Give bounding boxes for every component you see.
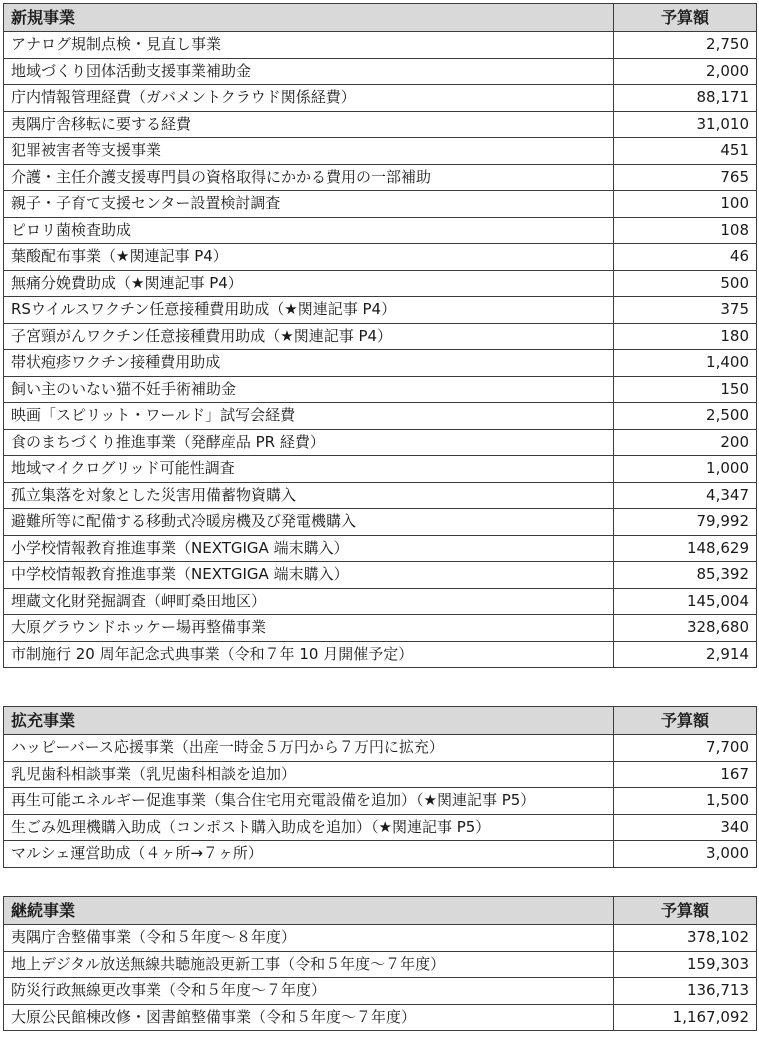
amount-header: 予算額 xyxy=(614,707,757,735)
table-row xyxy=(4,1004,757,1031)
table-row xyxy=(4,562,757,589)
project-name: 再生可能エネルギー促進事業（集合住宅用充電設備を追加）（★関連記事 P5） xyxy=(4,788,614,815)
table-row xyxy=(4,138,757,165)
budget-amount: 167 xyxy=(614,761,757,788)
table-row xyxy=(4,191,757,218)
project-name: 小学校情報教育推進事業（NEXTGIGA 端末購入） xyxy=(4,535,614,562)
budget-amount: 145,004 xyxy=(614,588,757,615)
budget-amount: 2,000 xyxy=(614,58,757,85)
project-name: 地上デジタル放送無線共聴施設更新工事（令和５年度～７年度） xyxy=(4,951,614,978)
budget-amount: 148,629 xyxy=(614,535,757,562)
project-name: 中学校情報教育推進事業（NEXTGIGA 端末購入） xyxy=(4,562,614,589)
budget-amount: 2,914 xyxy=(614,641,757,668)
table-row xyxy=(4,509,757,536)
project-name: 夷隅庁舎移転に要する経費 xyxy=(4,111,614,138)
project-name: 地域づくり団体活動支援事業補助金 xyxy=(4,58,614,85)
budget-amount: 31,010 xyxy=(614,111,757,138)
budget-amount: 7,700 xyxy=(614,735,757,762)
budget-amount: 88,171 xyxy=(614,85,757,112)
table-row xyxy=(4,535,757,562)
budget-amount: 1,400 xyxy=(614,350,757,377)
table-row xyxy=(4,32,757,59)
budget-amount: 46 xyxy=(614,244,757,271)
table-row xyxy=(4,925,757,952)
table-row xyxy=(4,217,757,244)
table-row xyxy=(4,456,757,483)
table-row xyxy=(4,111,757,138)
project-name: 孤立集落を対象とした災害用備蓄物資購入 xyxy=(4,482,614,509)
table-row xyxy=(4,270,757,297)
budget-amount: 1,167,092 xyxy=(614,1004,757,1031)
table-header-row xyxy=(4,4,757,32)
budget-amount: 136,713 xyxy=(614,978,757,1005)
table-row xyxy=(4,615,757,642)
project-name: 夷隅庁舎整備事業（令和５年度～８年度） xyxy=(4,925,614,952)
budget-amount: 200 xyxy=(614,429,757,456)
project-name: ハッピーバース応援事業（出産一時金５万円から７万円に拡充） xyxy=(4,735,614,762)
budget-amount: 4,347 xyxy=(614,482,757,509)
budget-amount: 79,992 xyxy=(614,509,757,536)
amount-header: 予算額 xyxy=(614,897,757,925)
budget-amount: 2,750 xyxy=(614,32,757,59)
budget-amount: 1,000 xyxy=(614,456,757,483)
table-header-row xyxy=(4,897,757,925)
section-title: 継続事業 xyxy=(4,897,614,925)
continuing-projects-table xyxy=(3,896,757,1031)
new-projects-table xyxy=(3,3,757,668)
table-row xyxy=(4,403,757,430)
table-row xyxy=(4,429,757,456)
section-title: 新規事業 xyxy=(4,4,614,32)
project-name: 葉酸配布事業（★関連記事 P4） xyxy=(4,244,614,271)
table-row xyxy=(4,350,757,377)
project-name: 生ごみ処理機購入助成（コンポスト購入助成を追加）（★関連記事 P5） xyxy=(4,814,614,841)
table-row xyxy=(4,841,757,868)
project-name: マルシェ運営助成（４ヶ所→７ヶ所） xyxy=(4,841,614,868)
project-name: 映画「スピリット・ワールド」試写会経費 xyxy=(4,403,614,430)
project-name: 庁内情報管理経費（ガバメントクラウド関係経費） xyxy=(4,85,614,112)
project-name: 乳児歯科相談事業（乳児歯科相談を追加） xyxy=(4,761,614,788)
table-row xyxy=(4,85,757,112)
table-row xyxy=(4,735,757,762)
table-row xyxy=(4,978,757,1005)
table-row xyxy=(4,761,757,788)
project-name: ピロリ菌検査助成 xyxy=(4,217,614,244)
project-name: RSウイルスワクチン任意接種費用助成（★関連記事 P4） xyxy=(4,297,614,324)
budget-amount: 451 xyxy=(614,138,757,165)
project-name: 埋蔵文化財発掘調査（岬町桑田地区） xyxy=(4,588,614,615)
project-name: 防災行政無線更改事業（令和５年度～７年度） xyxy=(4,978,614,1005)
table-row xyxy=(4,376,757,403)
budget-amount: 159,303 xyxy=(614,951,757,978)
project-name: 食のまちづくり推進事業（発酵産品 PR 経費） xyxy=(4,429,614,456)
table-row xyxy=(4,641,757,668)
budget-amount: 500 xyxy=(614,270,757,297)
project-name: アナログ規制点検・見直し事業 xyxy=(4,32,614,59)
table-header-row xyxy=(4,707,757,735)
budget-amount: 328,680 xyxy=(614,615,757,642)
table-row xyxy=(4,58,757,85)
table-row xyxy=(4,788,757,815)
section-title: 拡充事業 xyxy=(4,707,614,735)
budget-amount: 100 xyxy=(614,191,757,218)
budget-amount: 2,500 xyxy=(614,403,757,430)
table-row xyxy=(4,588,757,615)
budget-amount: 3,000 xyxy=(614,841,757,868)
project-name: 無痛分娩費助成（★関連記事 P4） xyxy=(4,270,614,297)
budget-amount: 340 xyxy=(614,814,757,841)
table-row xyxy=(4,482,757,509)
table-row xyxy=(4,951,757,978)
project-name: 犯罪被害者等支援事業 xyxy=(4,138,614,165)
project-name: 大原公民館棟改修・図書館整備事業（令和５年度～７年度） xyxy=(4,1004,614,1031)
project-name: 親子・子育て支援センター設置検討調査 xyxy=(4,191,614,218)
project-name: 介護・主任介護支援専門員の資格取得にかかる費用の一部補助 xyxy=(4,164,614,191)
budget-amount: 765 xyxy=(614,164,757,191)
project-name: 地域マイクログリッド可能性調査 xyxy=(4,456,614,483)
expanded-projects-table xyxy=(3,706,757,868)
project-name: 飼い主のいない猫不妊手術補助金 xyxy=(4,376,614,403)
table-row xyxy=(4,323,757,350)
budget-amount: 378,102 xyxy=(614,925,757,952)
budget-amount: 375 xyxy=(614,297,757,324)
budget-amount: 150 xyxy=(614,376,757,403)
table-row xyxy=(4,814,757,841)
budget-amount: 108 xyxy=(614,217,757,244)
budget-amount: 85,392 xyxy=(614,562,757,589)
project-name: 子宮頸がんワクチン任意接種費用助成（★関連記事 P4） xyxy=(4,323,614,350)
table-row xyxy=(4,244,757,271)
table-row xyxy=(4,297,757,324)
amount-header: 予算額 xyxy=(614,4,757,32)
budget-amount: 180 xyxy=(614,323,757,350)
project-name: 大原グラウンドホッケー場再整備事業 xyxy=(4,615,614,642)
project-name: 帯状疱疹ワクチン接種費用助成 xyxy=(4,350,614,377)
table-row xyxy=(4,164,757,191)
project-name: 避難所等に配備する移動式冷暖房機及び発電機購入 xyxy=(4,509,614,536)
budget-amount: 1,500 xyxy=(614,788,757,815)
project-name: 市制施行 20 周年記念式典事業（令和７年 10 月開催予定） xyxy=(4,641,614,668)
